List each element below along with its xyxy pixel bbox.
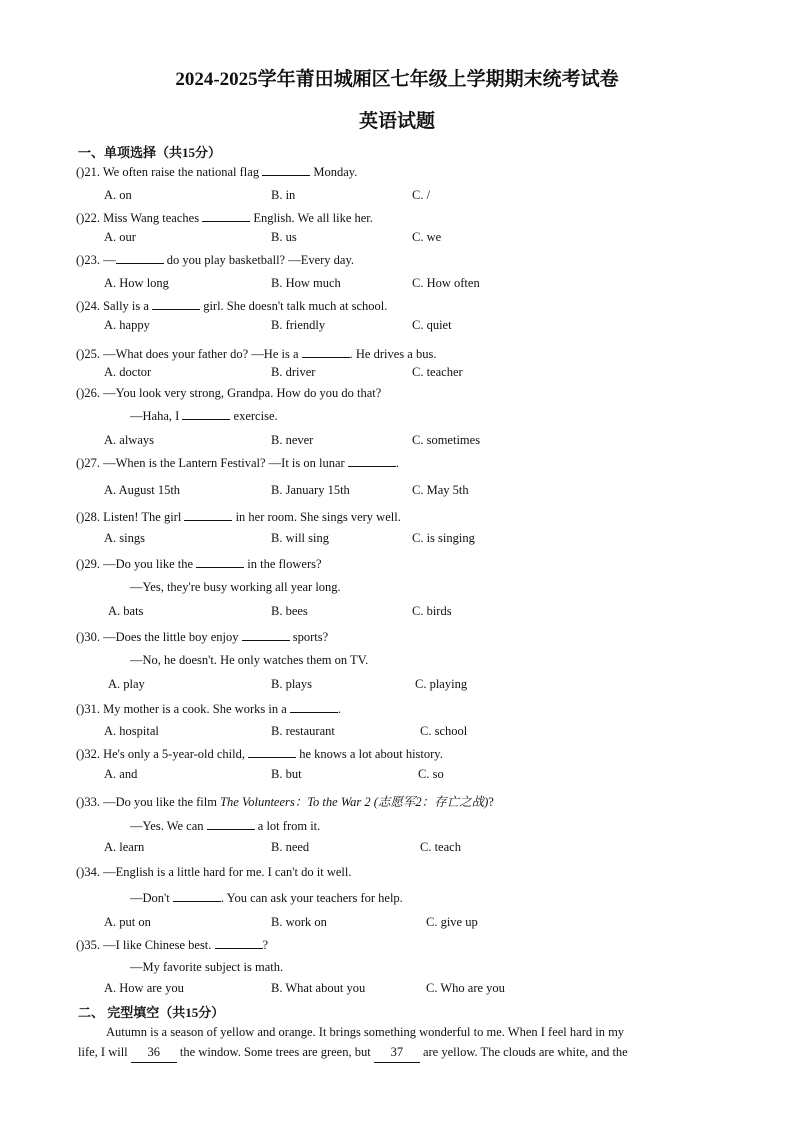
cloze-text: the window. Some trees are green, but — [176, 1045, 374, 1059]
option-b[interactable]: B. in — [271, 188, 296, 202]
answer-paren[interactable]: ( — [76, 938, 81, 952]
page-subtitle: 英语试题 — [358, 111, 435, 132]
question-number: )27. — [80, 456, 104, 470]
question-text: —Haha, I — [130, 409, 183, 423]
question-text: a lot from it. — [254, 819, 321, 833]
film-title: The Volunteers：To the War 2 (志愿军2：存亡之战) — [220, 795, 489, 809]
question-text: —Yes, they're busy working all year long. — [130, 580, 341, 594]
option-a[interactable]: A. on — [104, 188, 132, 202]
cloze-paragraph-line2 — [78, 1042, 718, 1063]
question-text: ? — [262, 938, 269, 952]
answer-blank[interactable] — [116, 251, 164, 264]
option-c[interactable]: C. we — [412, 230, 442, 244]
cloze-blank-36[interactable]: 36 — [131, 1042, 177, 1063]
option-a[interactable]: A. our — [104, 230, 136, 244]
option-b[interactable]: B. friendly — [271, 318, 326, 332]
option-c[interactable]: C. teacher — [412, 365, 463, 379]
answer-blank[interactable] — [173, 889, 221, 902]
option-c[interactable]: C. quiet — [412, 318, 452, 332]
answer-paren[interactable]: ( — [76, 253, 81, 267]
answer-blank[interactable] — [215, 936, 263, 949]
option-c[interactable]: C. sometimes — [412, 433, 481, 447]
question-text: do you play basketball? —Every day. — [163, 253, 355, 267]
answer-blank[interactable] — [182, 407, 230, 420]
option-b[interactable]: B. January 15th — [271, 483, 350, 497]
question-text: —My favorite subject is math. — [130, 960, 284, 974]
option-c[interactable]: C. How often — [412, 276, 480, 290]
option-b[interactable]: B. bees — [271, 604, 308, 618]
question-stem — [76, 700, 341, 717]
option-a[interactable]: A. hospital — [104, 724, 159, 738]
question-line — [130, 580, 341, 595]
question-number: )28. — [80, 510, 104, 524]
question-text: exercise. — [230, 409, 278, 423]
question-text: —Do you like the film — [103, 795, 221, 809]
answer-paren[interactable]: ( — [76, 165, 81, 179]
answer-blank[interactable] — [196, 555, 244, 568]
question-text: English. We all like her. — [250, 211, 373, 225]
answer-paren[interactable]: ( — [76, 456, 81, 470]
question-stem — [76, 297, 387, 314]
question-number: )23. — [80, 253, 104, 267]
question-stem — [76, 745, 443, 762]
question-text: Miss Wang teaches — [103, 211, 203, 225]
question-line — [130, 889, 403, 906]
question-text: —What does your father do? —He is a — [103, 347, 302, 361]
option-a[interactable]: A. How long — [104, 276, 169, 290]
option-a[interactable]: A. bats — [108, 604, 144, 618]
question-stem — [76, 865, 351, 880]
answer-paren[interactable]: ( — [76, 510, 81, 524]
question-text: — — [103, 253, 116, 267]
question-text: . You can ask your teachers for help. — [220, 891, 403, 905]
question-text: . He drives a bus. — [349, 347, 437, 361]
question-number: )25. — [80, 347, 104, 361]
question-text: Monday. — [310, 165, 358, 179]
option-a[interactable]: A. play — [108, 677, 145, 691]
question-text: —No, he doesn't. He only watches them on TV. — [130, 653, 369, 667]
option-b[interactable]: B. plays — [271, 677, 312, 691]
question-stem — [76, 508, 401, 525]
option-b[interactable]: B. but — [271, 767, 302, 781]
answer-paren[interactable]: ( — [76, 557, 81, 571]
question-number: )29. — [80, 557, 104, 571]
option-a[interactable]: A. August 15th — [104, 483, 181, 497]
option-b[interactable]: B. need — [271, 840, 310, 854]
option-b[interactable]: B. driver — [271, 365, 316, 379]
option-b[interactable]: B. How much — [271, 276, 341, 290]
question-text: He's only a 5-year-old child, — [103, 747, 249, 761]
answer-blank[interactable] — [152, 297, 200, 310]
option-c[interactable]: C. birds — [412, 604, 452, 618]
option-c[interactable]: C. teach — [420, 840, 461, 854]
option-a[interactable]: A. doctor — [104, 365, 152, 379]
question-text: he knows a lot about history. — [296, 747, 443, 761]
answer-blank[interactable] — [242, 628, 290, 641]
question-stem — [76, 251, 354, 268]
option-a[interactable]: A. and — [104, 767, 138, 781]
option-a[interactable]: A. happy — [104, 318, 150, 332]
question-stem — [76, 209, 373, 226]
option-c[interactable]: C. / — [412, 188, 431, 202]
answer-blank[interactable] — [248, 745, 296, 758]
question-text: . — [395, 456, 399, 470]
question-text: in her room. She sings very well. — [232, 510, 401, 524]
question-text: We often raise the national flag — [102, 165, 263, 179]
question-line — [130, 407, 278, 424]
answer-blank[interactable] — [262, 163, 310, 176]
answer-paren[interactable]: ( — [76, 211, 81, 225]
question-stem — [76, 628, 328, 645]
answer-paren[interactable]: ( — [76, 747, 81, 761]
answer-paren[interactable]: ( — [76, 630, 81, 644]
question-text: —You look very strong, Grandpa. How do you do that? — [103, 386, 382, 400]
question-stem — [76, 792, 494, 810]
page-title: 2024-2025学年莆田城厢区七年级上学期期末统考试卷 — [175, 69, 619, 90]
option-c[interactable]: C. so — [418, 767, 444, 781]
answer-paren[interactable]: ( — [76, 702, 81, 716]
option-b[interactable]: B. restaurant — [271, 724, 335, 738]
answer-paren[interactable]: ( — [76, 865, 81, 879]
question-line — [130, 817, 320, 834]
option-c[interactable]: C. school — [420, 724, 468, 738]
answer-paren[interactable]: ( — [76, 347, 81, 361]
question-line — [130, 653, 368, 668]
option-b[interactable]: B. work on — [271, 915, 327, 929]
option-c[interactable]: C. is singing — [412, 531, 475, 545]
answer-blank[interactable] — [184, 508, 232, 521]
question-text: —When is the Lantern Festival? —It is on lunar — [103, 456, 348, 470]
question-text: —Do you like the — [103, 557, 197, 571]
answer-paren[interactable]: ( — [76, 299, 81, 313]
question-text: in the flowers? — [244, 557, 322, 571]
question-text: girl. She doesn't talk much at school. — [200, 299, 388, 313]
question-text: Sally is a — [103, 299, 153, 313]
question-text: Listen! The girl — [103, 510, 185, 524]
question-number: )22. — [80, 211, 104, 225]
question-number: )32. — [80, 747, 104, 761]
question-text: My mother is a cook. She works in a — [103, 702, 290, 716]
option-b[interactable]: B. us — [271, 230, 297, 244]
answer-blank[interactable] — [348, 454, 396, 467]
cloze-text: are yellow. The clouds are white, and the — [419, 1045, 628, 1059]
question-number: )24. — [80, 299, 104, 313]
cloze-blank-37[interactable]: 37 — [374, 1042, 420, 1063]
question-stem — [76, 386, 381, 401]
option-a[interactable]: A. How are you — [104, 981, 184, 995]
section-heading-choice: 一、单项选择（共15分） — [78, 145, 222, 160]
option-a[interactable]: A. sings — [104, 531, 145, 545]
answer-paren[interactable]: ( — [76, 386, 81, 400]
option-a[interactable]: A. put on — [104, 915, 151, 929]
question-stem — [76, 345, 436, 362]
option-c[interactable]: C. Who are you — [426, 981, 505, 995]
option-c[interactable]: C. give up — [426, 915, 478, 929]
question-number: )26. — [80, 386, 104, 400]
question-number: )30. — [80, 630, 104, 644]
answer-blank[interactable] — [290, 700, 338, 713]
question-text: —I like Chinese best. — [103, 938, 215, 952]
question-text: —Don't — [130, 891, 173, 905]
option-a[interactable]: A. always — [104, 433, 154, 447]
option-b[interactable]: B. What about you — [271, 981, 366, 995]
question-stem — [76, 163, 357, 180]
question-text: . — [337, 702, 341, 716]
option-a[interactable]: A. learn — [104, 840, 145, 854]
question-number: )34. — [80, 865, 104, 879]
answer-paren[interactable]: ( — [76, 795, 81, 809]
question-stem — [76, 555, 322, 572]
answer-blank[interactable] — [202, 209, 250, 222]
question-number: )35. — [80, 938, 104, 952]
question-text: —Yes. We can — [130, 819, 207, 833]
question-stem — [76, 454, 399, 471]
question-text: —English is a little hard for me. I can't do it well. — [103, 865, 352, 879]
option-c[interactable]: C. May 5th — [412, 483, 469, 497]
answer-blank[interactable] — [302, 345, 350, 358]
cloze-paragraph-line1: Autumn is a season of yellow and orange. It brings something wonderful to me. When I feel hard in my — [106, 1025, 625, 1039]
answer-blank[interactable] — [207, 817, 255, 830]
option-c[interactable]: C. playing — [415, 677, 468, 691]
question-line — [130, 960, 283, 975]
question-number: )21. — [80, 165, 103, 179]
question-text: sports? — [289, 630, 329, 644]
question-number: )31. — [80, 702, 104, 716]
question-text: ? — [488, 795, 494, 809]
question-text: —Does the little boy enjoy — [103, 630, 242, 644]
question-number: )33. — [80, 795, 104, 809]
option-b[interactable]: B. will sing — [271, 531, 329, 545]
section-heading-cloze: 二、 完型填空（共15分） — [78, 1005, 225, 1020]
question-stem — [76, 936, 268, 953]
option-b[interactable]: B. never — [271, 433, 314, 447]
cloze-text: life, I will — [78, 1045, 131, 1059]
